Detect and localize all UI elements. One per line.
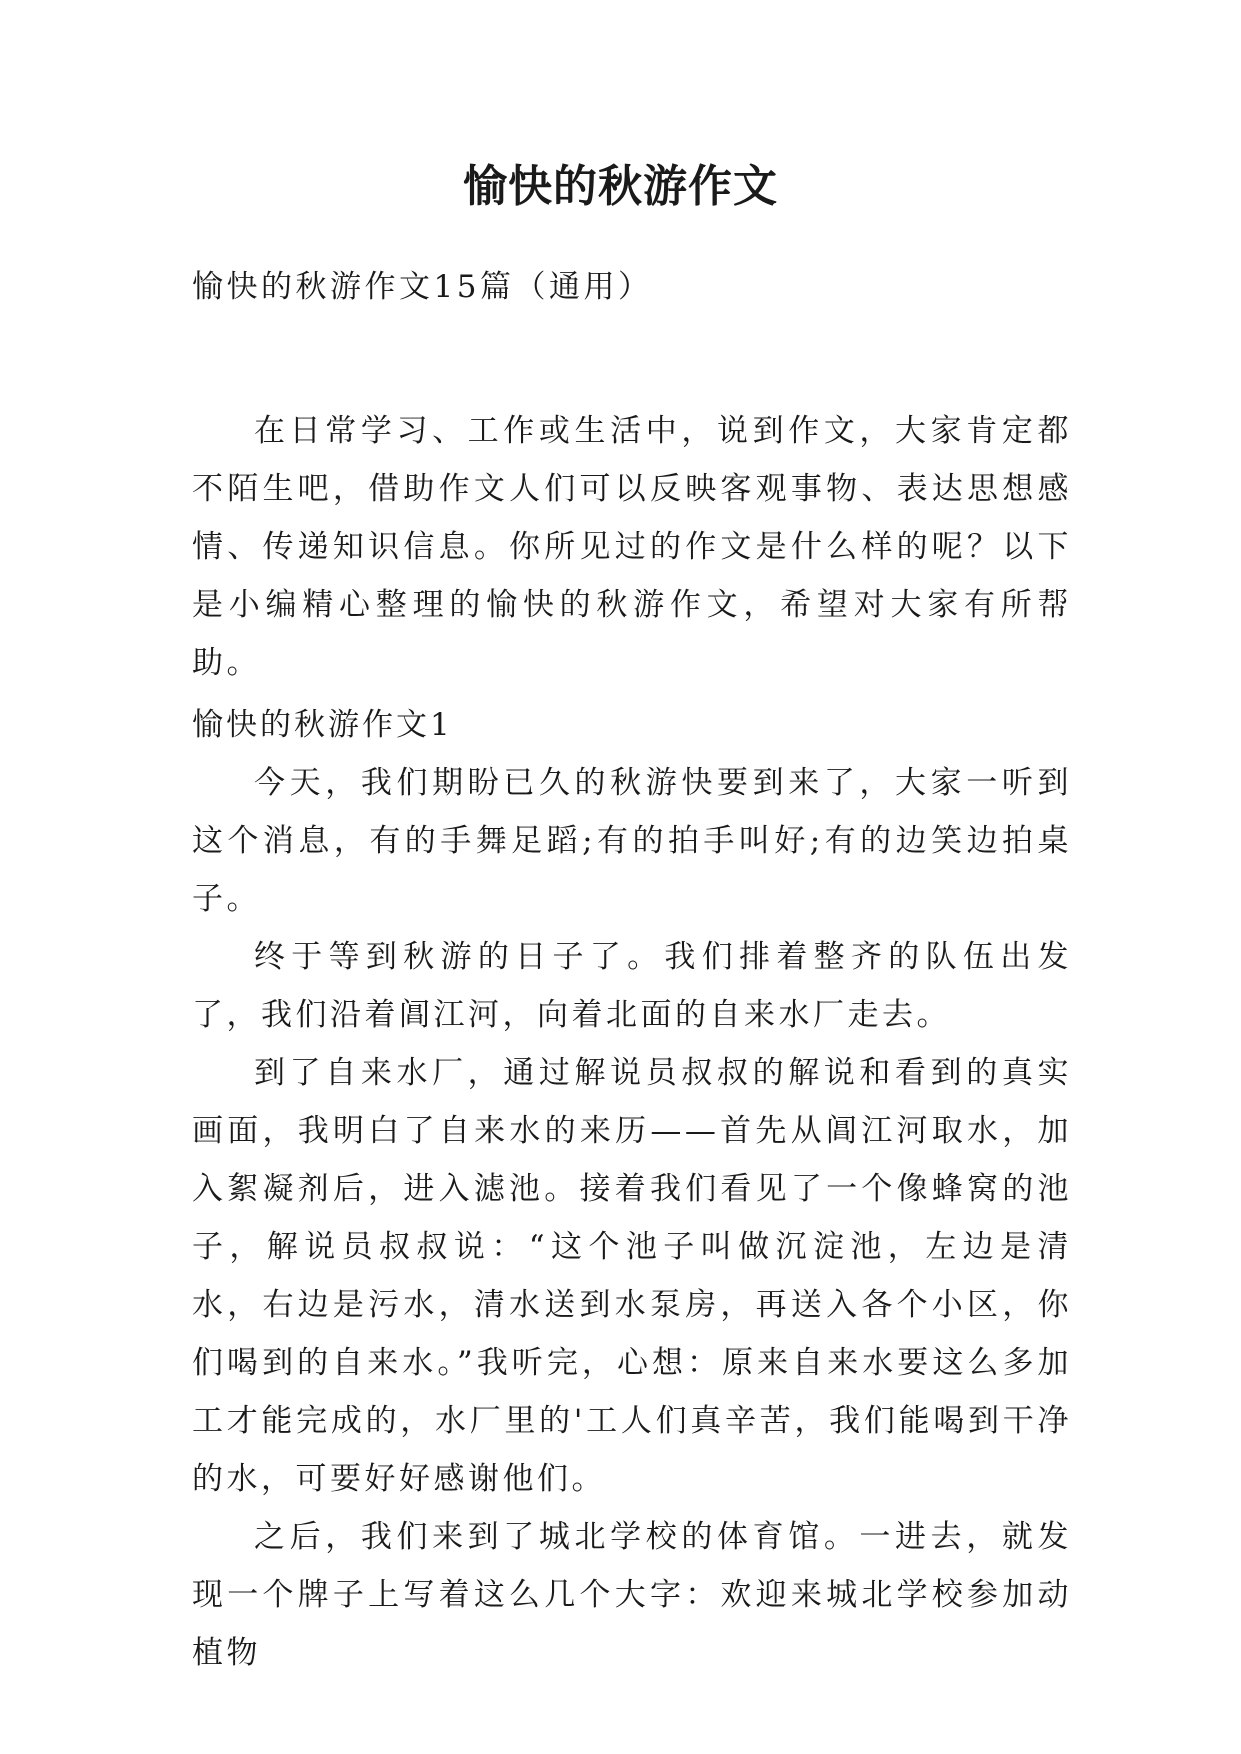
article-paragraph: 今天，我们期盼已久的秋游快要到来了，大家一听到这个消息，有的手舞足蹈;有的拍手叫好;有的边笑边拍桌子。 xyxy=(192,765,1072,917)
article-heading: 愉快的秋游作文1 xyxy=(192,707,453,743)
article-paragraph: 之后，我们来到了城北学校的体育馆。一进去，就发现一个牌子上写着这么几个大字：欢迎来城北学校参加动植物 xyxy=(192,1519,1072,1671)
document-title: 愉快的秋游作文 xyxy=(463,161,778,212)
article-paragraph: 到了自来水厂，通过解说员叔叔的解说和看到的真实画面，我明白了自来水的来历——首先从阊江河取水，加入絮凝剂后，进入滤池。接着我们看见了一个像蜂窝的池子，解说员叔叔说：“这个池子叫做沉淀池，左边是清水，右边是污水，清水送到水泵房，再送入各个小区，你们喝到的自来水。”我听完，心想：原来自来水要这么多加工才能完成的，水厂里的'工人们真辛苦，我们能喝到干净的水，可要好好感谢他们。 xyxy=(192,1055,1072,1497)
intro-section xyxy=(192,402,1072,692)
document-subtitle: 愉快的秋游作文15篇（通用） xyxy=(192,269,653,305)
intro-paragraph: 在日常学习、工作或生活中，说到作文，大家肯定都不陌生吧，借助作文人们可以反映客观事物、表达思想感情、传递知识信息。你所见过的作文是什么样的呢？以下是小编精心整理的愉快的秋游作文，希望对大家有所帮助。 xyxy=(192,413,1072,681)
article-paragraph: 终于等到秋游的日子了。我们排着整齐的队伍出发了，我们沿着阊江河，向着北面的自来水厂走去。 xyxy=(192,939,1072,1033)
article-section xyxy=(192,696,1072,1682)
